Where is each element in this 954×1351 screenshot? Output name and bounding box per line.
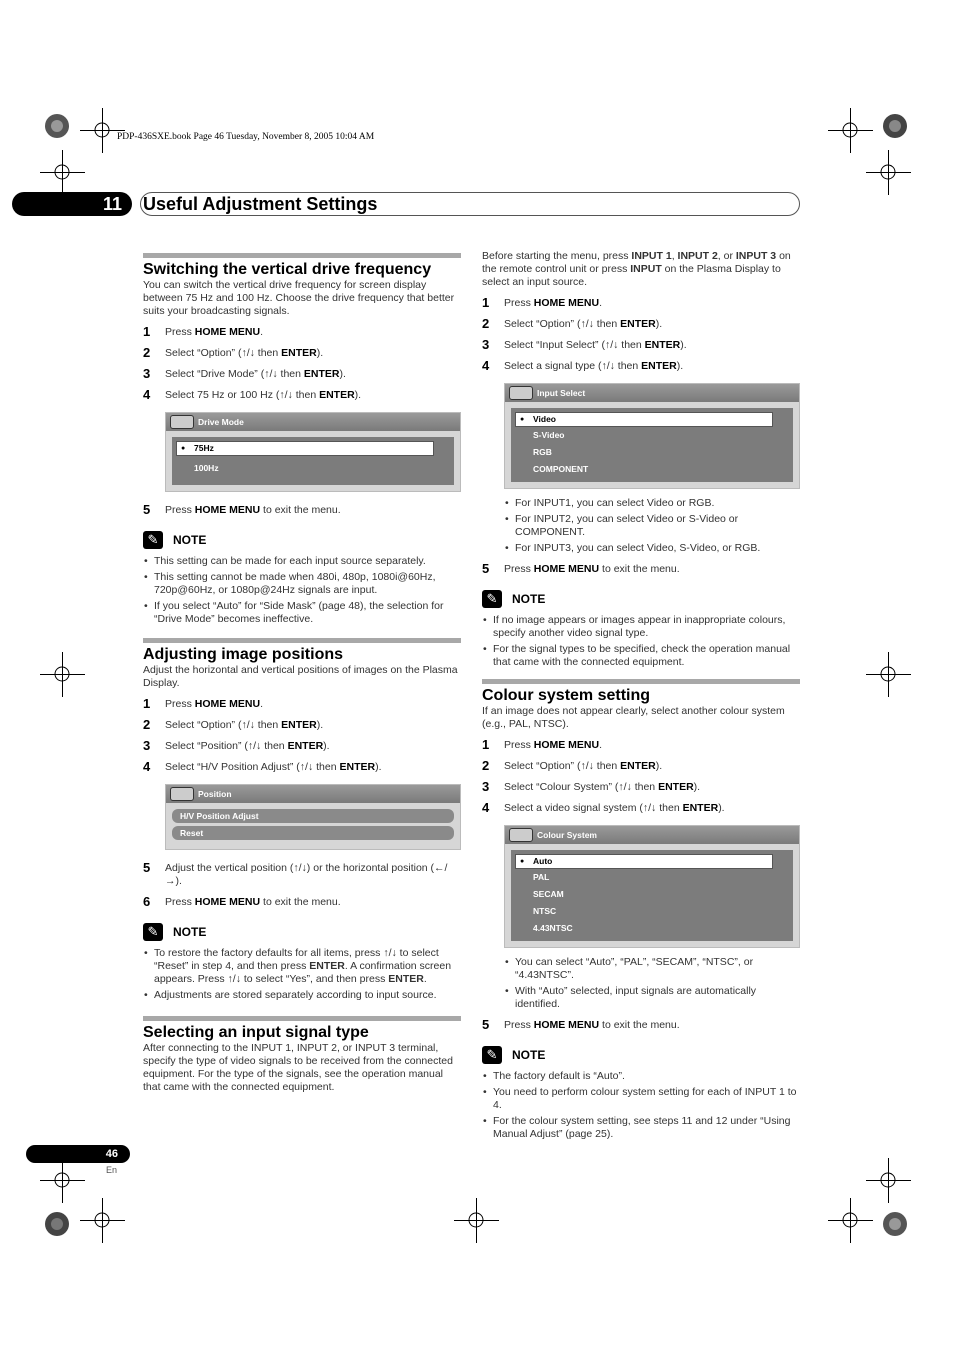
section-title: Switching the vertical drive frequency xyxy=(143,261,432,278)
right-column xyxy=(482,250,800,1141)
tv-icon xyxy=(170,787,194,801)
note-item: • To restore the factory defaults for all items, press ↑/↓ to select “Reset” in step 4, and then press ENTER. A confirmation screen appears. Press ↑/↓ to select “Yes”, and then press ENTER. xyxy=(143,947,461,986)
step-4: 4 Select a video signal system (↑/↓ then ENTER). xyxy=(482,800,725,815)
step-1: 1 Press HOME MENU. xyxy=(143,324,264,339)
info-item: • You can select “Auto”, “PAL”, “SECAM”, “NTSC”, or “4.43NTSC”. xyxy=(504,956,800,982)
menu-title: Colour System xyxy=(537,830,597,840)
menu-item-100hz[interactable]: 100Hz xyxy=(194,463,219,473)
step-3: 3 Select “Colour System” (↑/↓ then ENTER). xyxy=(482,779,701,794)
step-2: 2 Select “Option” (↑/↓ then ENTER). xyxy=(143,345,324,360)
note-item: • If you select “Auto” for “Side Mask” (page 48), the selection for “Drive Mode” becomes ineffective. xyxy=(143,600,461,626)
colour-system-menu xyxy=(504,825,800,948)
note-heading: ✎ NOTE xyxy=(482,1046,800,1064)
tv-icon xyxy=(509,828,533,842)
pencil-icon: ✎ xyxy=(143,923,163,941)
note-item: • Adjustments are stored separately according to input source. xyxy=(143,989,461,1002)
step-3: 3 Select “Position” (↑/↓ then ENTER). xyxy=(143,738,330,753)
info-item: • With “Auto” selected, input signals are automatically identified. xyxy=(504,985,800,1011)
tv-icon xyxy=(170,415,194,429)
step-4: 4 Select 75 Hz or 100 Hz (↑/↓ then ENTER). xyxy=(143,387,362,402)
note-item: • You need to perform colour system setting for each of INPUT 1 to 4. xyxy=(482,1086,800,1112)
drive-mode-menu xyxy=(165,412,461,492)
note-item: • This setting cannot be made when 480i, 480p, 1080i@60Hz, 720p@60Hz, or 1080p@24Hz signals are input. xyxy=(143,571,461,597)
menu-item-pal[interactable]: PAL xyxy=(533,872,550,882)
chapter-number: 11 xyxy=(12,192,132,216)
note-item: • For the colour system setting, see steps 11 and 12 under “Using Manual Adjust” (page 25). xyxy=(482,1115,800,1141)
step-2: 2 Select “Option” (↑/↓ then ENTER). xyxy=(143,717,324,732)
info-item: • For INPUT1, you can select Video or RGB. xyxy=(504,497,800,510)
position-menu xyxy=(165,784,461,850)
menu-title: Drive Mode xyxy=(198,417,244,427)
menu-item-video[interactable]: ● Video xyxy=(515,412,773,427)
step-4: 4 Select a signal type (↑/↓ then ENTER). xyxy=(482,358,684,373)
section-image-positions xyxy=(143,638,461,1002)
step-1: 1 Press HOME MENU. xyxy=(482,295,603,310)
step-3: 3 Select “Input Select” (↑/↓ then ENTER). xyxy=(482,337,687,352)
step-2: 2 Select “Option” (↑/↓ then ENTER). xyxy=(482,758,663,773)
pencil-icon: ✎ xyxy=(482,1046,502,1064)
step-5: 5 Press HOME MENU to exit the menu. xyxy=(482,561,680,576)
info-item: • For INPUT3, you can select Video, S-Video, or RGB. xyxy=(504,542,800,555)
section-vertical-drive xyxy=(143,253,461,626)
step-6: 6 Press HOME MENU to exit the menu. xyxy=(143,894,341,909)
input-select-menu xyxy=(504,383,800,489)
pencil-icon: ✎ xyxy=(482,590,502,608)
menu-item-ntsc[interactable]: NTSC xyxy=(533,906,557,916)
note-item: • The factory default is “Auto”. xyxy=(482,1070,800,1083)
section-intro: Adjust the horizontal and vertical positions of images on the Plasma Display. xyxy=(143,664,458,689)
menu-title: Input Select xyxy=(537,388,586,398)
note-item: • If no image appears or images appear in inappropriate colours, specify another video signal type. xyxy=(482,614,800,640)
step-4: 4 Select “H/V Position Adjust” (↑/↓ then ENTER). xyxy=(143,759,382,774)
left-column xyxy=(143,253,461,1094)
note-item: • This setting can be made for each input source separately. xyxy=(143,555,461,568)
menu-item-reset[interactable]: Reset xyxy=(172,826,454,840)
step-5: 5 Press HOME MENU to exit the menu. xyxy=(143,502,341,517)
menu-item-auto[interactable]: ● Auto xyxy=(515,854,773,869)
note-item: • For the signal types to be specified, check the operation manual that came with the connected equipment. xyxy=(482,643,800,669)
section-colour-system xyxy=(482,679,800,1141)
menu-item-s-video[interactable]: S-Video xyxy=(533,430,565,440)
note-heading: ✎ NOTE xyxy=(143,531,461,549)
menu-item-4-43ntsc[interactable]: 4.43NTSC xyxy=(533,923,573,933)
menu-item-secam[interactable]: SECAM xyxy=(533,889,564,899)
section-intro: After connecting to the INPUT 1, INPUT 2, or INPUT 3 terminal, specify the type of video signals to be received from the connected equipment. For the type of the signals, see the operation manual that came with the connected equipment. xyxy=(143,1042,453,1093)
section-title: Colour system setting xyxy=(482,687,651,704)
chapter-title: Useful Adjustment Settings xyxy=(143,194,378,214)
info-item: • For INPUT2, you can select Video or S-Video or COMPONENT. xyxy=(504,513,800,539)
step-3: 3 Select “Drive Mode” (↑/↓ then ENTER). xyxy=(143,366,346,381)
menu-item-rgb[interactable]: RGB xyxy=(533,447,552,457)
pencil-icon: ✎ xyxy=(143,531,163,549)
note-heading: ✎ NOTE xyxy=(143,923,461,941)
step-5: 5 Adjust the vertical position (↑/↓) or the horizontal position (←/→). xyxy=(143,860,448,887)
step-1: 1 Press HOME MENU. xyxy=(482,737,603,752)
menu-title: Position xyxy=(198,789,232,799)
menu-item-hv-position[interactable]: H/V Position Adjust xyxy=(172,809,454,823)
section-input-signal xyxy=(143,1016,461,1094)
page-number: 46 xyxy=(26,1145,130,1163)
menu-item-75hz[interactable]: ● 75Hz xyxy=(176,441,434,456)
step-5: 5 Press HOME MENU to exit the menu. xyxy=(482,1017,680,1032)
menu-item-component[interactable]: COMPONENT xyxy=(533,464,589,474)
language-code: En xyxy=(106,1165,118,1175)
note-heading: ✎ NOTE xyxy=(482,590,800,608)
section-intro: You can switch the vertical drive frequency for screen display between 75 Hz and 100 Hz. Choose the drive frequency that better suits your broadcasting signals. xyxy=(143,279,455,317)
book-info-line: PDP-436SXE.book Page 46 Tuesday, November 8, 2005 10:04 AM xyxy=(117,132,375,142)
section-title: Selecting an input signal type xyxy=(143,1024,369,1041)
step-2: 2 Select “Option” (↑/↓ then ENTER). xyxy=(482,316,663,331)
step-1: 1 Press HOME MENU. xyxy=(143,696,264,711)
tv-icon xyxy=(509,386,533,400)
input-select-preface: Before starting the menu, press INPUT 1, INPUT 2, or INPUT 3 on the remote control unit or press INPUT on the Plasma Display to select an input source. xyxy=(482,250,791,288)
section-intro: If an image does not appear clearly, select another colour system (e.g., PAL, NTSC). xyxy=(482,705,785,730)
section-title: Adjusting image positions xyxy=(143,646,344,663)
